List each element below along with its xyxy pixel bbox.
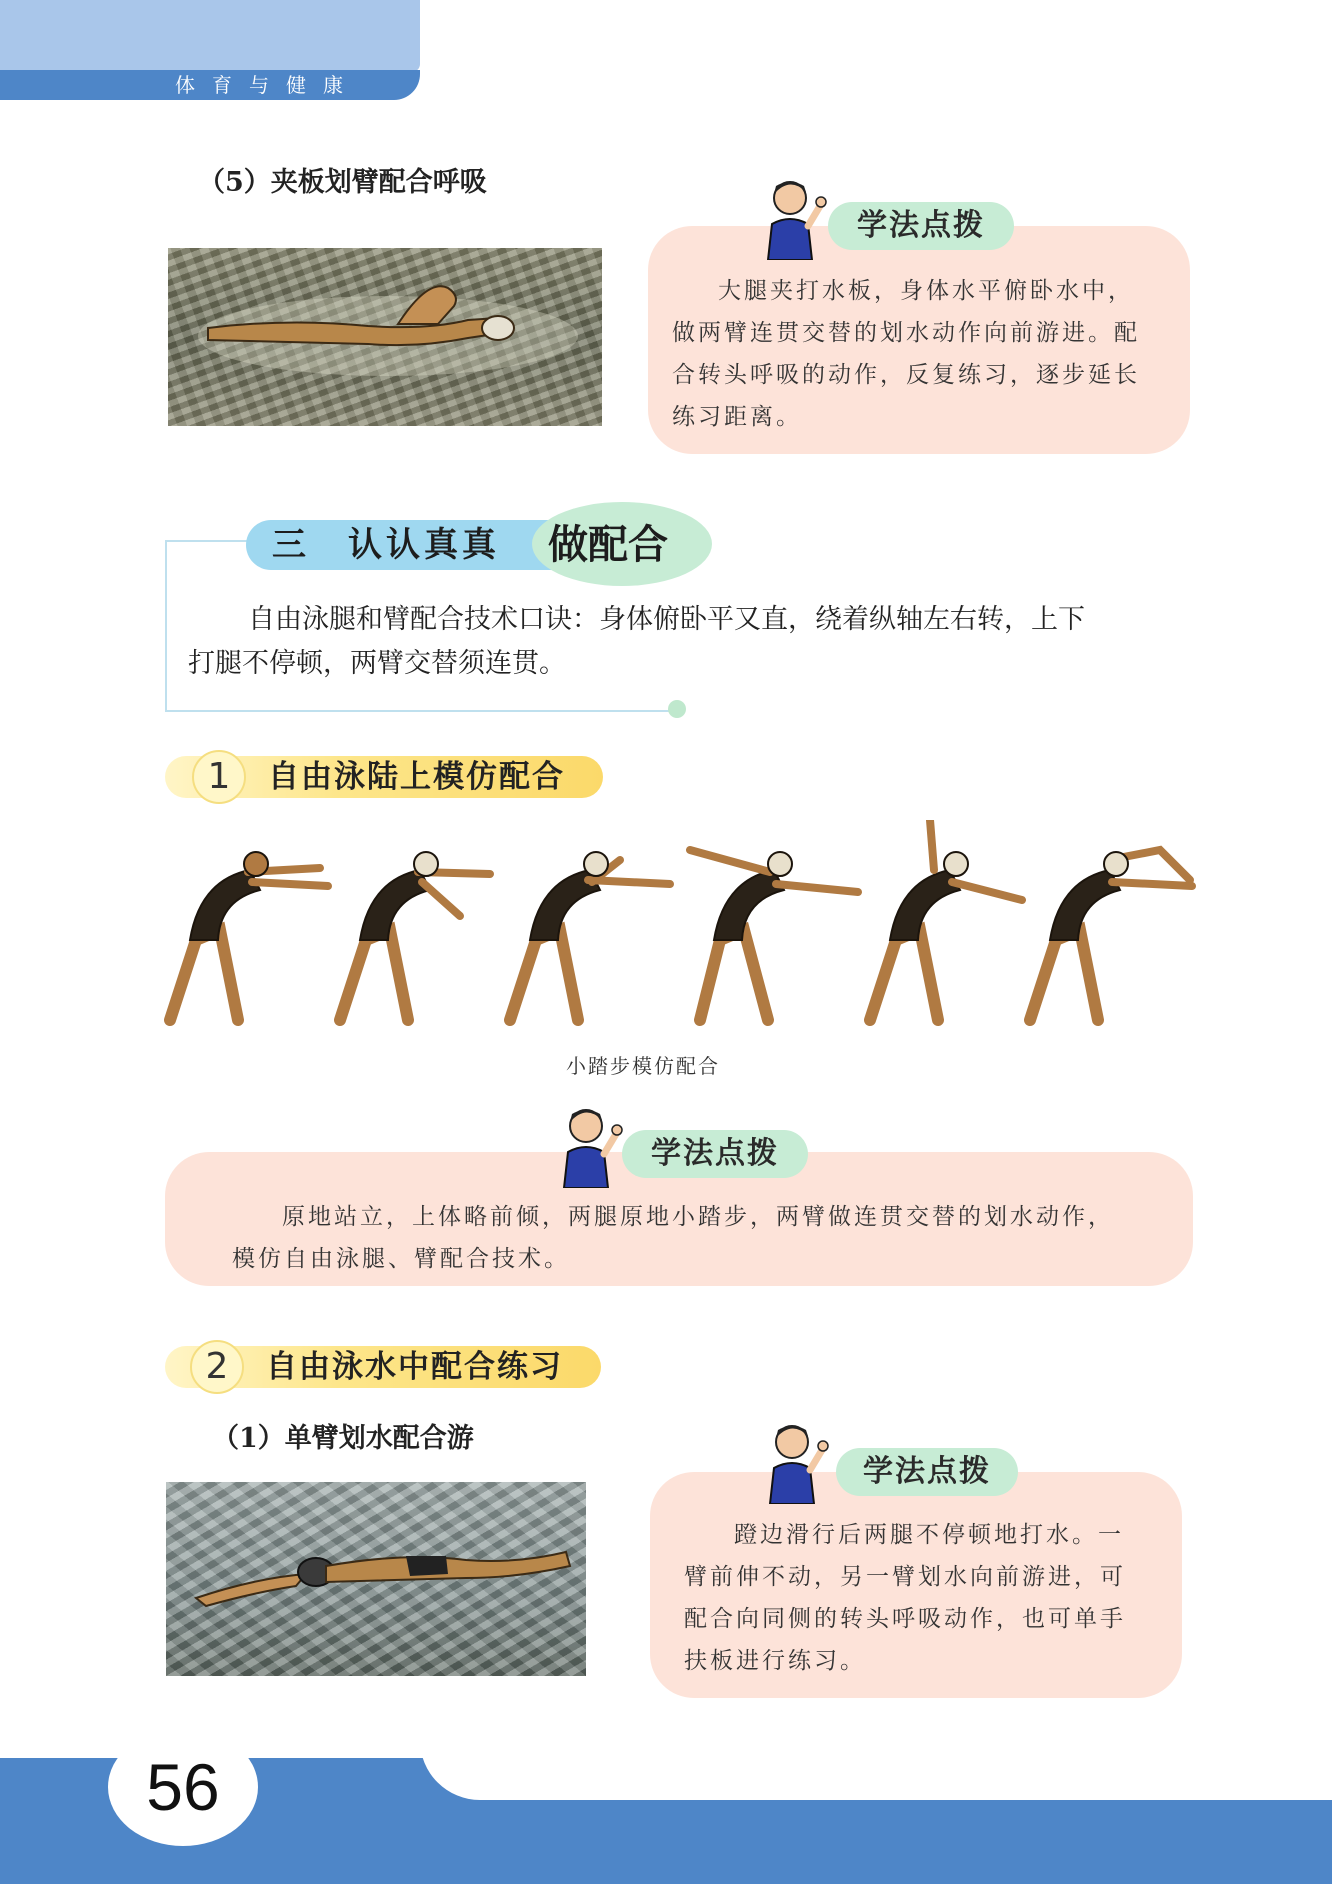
breathing-heading: （5）夹板划臂配合呼吸	[198, 167, 487, 198]
swimmer-photo-single-arm	[166, 1482, 586, 1676]
swimmer-illustration	[166, 1482, 586, 1676]
page-number: 56	[108, 1728, 258, 1846]
body-line: 自由泳腿和臂配合技术口诀：身体俯卧平又直，绕着纵轴左右转，上下	[248, 604, 1085, 635]
tip-label: 学法点拨	[622, 1130, 808, 1178]
tip-text-item1	[232, 1196, 1162, 1280]
item1-number: 1	[192, 750, 246, 804]
section3-title: 三 认认真真	[272, 525, 500, 565]
tip-line: 做两臂连贯交替的划水动作向前游进。配	[672, 320, 1140, 346]
tip-line: 练习距离。	[672, 404, 802, 430]
header-title: 体育与健康	[175, 73, 360, 97]
tip-label: 学法点拨	[836, 1448, 1018, 1496]
land-drill-figures	[160, 820, 1200, 1032]
boy-teacher-icon	[560, 1104, 624, 1188]
tip-text-item2	[684, 1514, 1168, 1682]
header-tab-light	[0, 0, 420, 72]
item2-number: 2	[190, 1340, 244, 1394]
tip-line: 合转头呼吸的动作，反复练习，逐步延长	[672, 362, 1140, 388]
item1-title: 自由泳陆上模仿配合	[268, 759, 565, 795]
tip-line: 配合向同侧的转头呼吸动作，也可单手	[684, 1606, 1126, 1632]
single-arm-heading: （1）单臂划水配合游	[212, 1423, 474, 1454]
swimmer-illustration	[168, 248, 602, 426]
tip-line: 蹬边滑行后两腿不停顿地打水。一	[734, 1522, 1124, 1548]
tip-label: 学法点拨	[828, 202, 1014, 250]
boy-teacher-icon	[764, 176, 828, 260]
tip-line: 扶板进行练习。	[684, 1648, 866, 1674]
drill-caption: 小踏步模仿配合	[566, 1054, 720, 1078]
tip-line: 模仿自由泳腿、臂配合技术。	[232, 1246, 570, 1272]
item2-title: 自由泳水中配合练习	[266, 1349, 563, 1385]
body-line: 打腿不停顿，两臂交替须连贯。	[188, 648, 566, 679]
section3-dot	[668, 700, 686, 718]
tip-line: 大腿夹打水板，身体水平俯卧水中，	[718, 278, 1134, 304]
boy-teacher-icon	[766, 1420, 830, 1504]
drill-figure	[170, 820, 1192, 1020]
tip-line: 臂前伸不动，另一臂划水向前游进，可	[684, 1564, 1126, 1590]
section3-body	[188, 598, 1208, 686]
section3-title-emphasis: 做配合	[548, 522, 668, 568]
swimmer-photo-kickboard	[168, 248, 602, 426]
footer-curve	[420, 1700, 1332, 1800]
tip-line: 原地站立，上体略前倾，两腿原地小踏步，两臂做连贯交替的划水动作，	[282, 1204, 1114, 1230]
tip-text-breathing	[672, 270, 1172, 438]
